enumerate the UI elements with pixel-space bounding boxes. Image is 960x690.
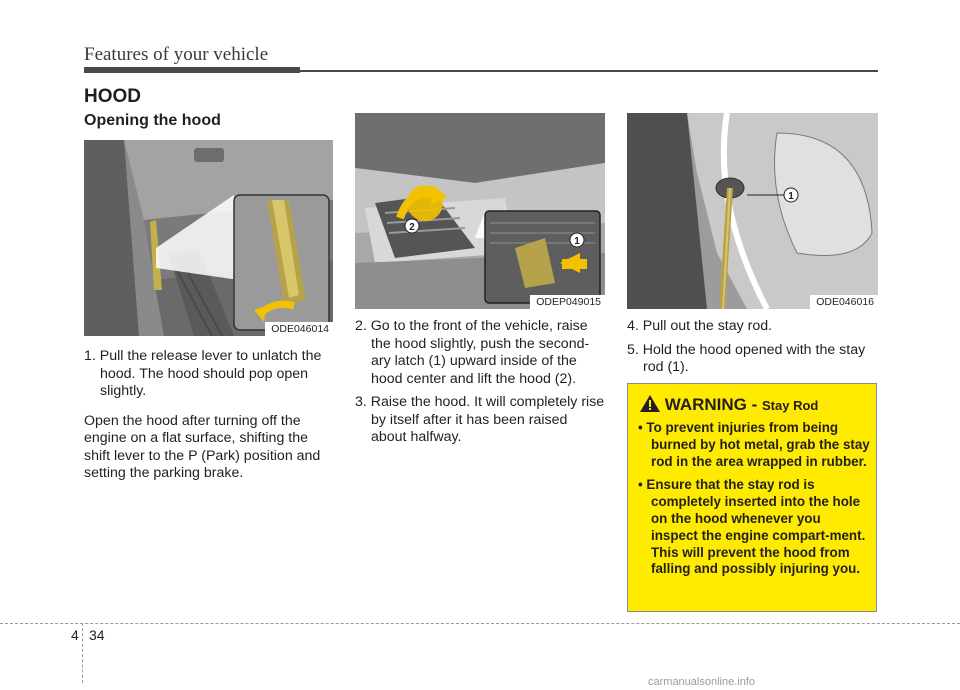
footer-rule <box>0 623 960 624</box>
figure-secondary-latch <box>355 113 605 309</box>
callout-one: 1 <box>574 236 580 247</box>
figure-stay-rod <box>627 113 878 309</box>
stay-rod-illustration <box>627 113 878 309</box>
warning-subtitle: Stay Rod <box>762 398 819 413</box>
warning-box <box>627 383 877 612</box>
figure-code: ODEP049015 <box>530 295 605 309</box>
figure-release-lever <box>84 140 333 336</box>
header-title: Features of your vehicle <box>84 44 269 65</box>
warning-list <box>638 420 870 585</box>
footer-divider <box>82 623 83 683</box>
header-bar <box>84 67 300 73</box>
header-rule <box>300 70 878 72</box>
column-3 <box>627 318 878 383</box>
step-1: 1. Pull the release lever to unlatch the hood. The hood should pop open slightly. <box>84 348 322 399</box>
release-lever-illustration <box>84 140 333 336</box>
callout-one: 1 <box>788 191 794 202</box>
subsection-title: Opening the hood <box>84 112 221 129</box>
figure-code: ODE046016 <box>810 295 878 309</box>
warning-triangle-icon <box>640 395 660 412</box>
warning-title: WARNING - <box>664 395 763 414</box>
chapter-number: 4 <box>71 627 79 643</box>
column-1 <box>84 348 333 483</box>
watermark: carmanualsonline.info <box>648 676 756 688</box>
secondary-latch-illustration <box>355 113 605 309</box>
warning-item: • To prevent injuries from being burned by hot metal, grab the stay rod in the area wrapped in rubber. <box>638 420 870 469</box>
warning-heading <box>640 395 818 415</box>
callout-two: 2 <box>409 222 415 233</box>
warning-item: • Ensure that the stay rod is completely inserted into the hole on the hood whenever you inspect the engine compart-ment. This will prevent the hood from falling and possibly injuring you. <box>638 477 866 577</box>
step-3: 3. Raise the hood. It will completely rise by itself after it has been raised about halfway. <box>355 394 605 445</box>
figure-code: ODE046014 <box>265 322 333 336</box>
paragraph-precaution: Open the hood after turning off the engine on a flat surface, shifting the shift lever to the P (Park) position and setting the parking brake. <box>84 412 321 481</box>
section-title: HOOD <box>84 86 141 107</box>
step-5: 5. Hold the hood opened with the stay rod (1). <box>627 341 866 375</box>
step-4: 4. Pull out the stay rod. <box>627 318 773 334</box>
page-number: 34 <box>89 627 105 643</box>
step-2: 2. Go to the front of the vehicle, raise the hood slightly, push the second-ary latch (1) upward inside of the hood center and lift the hood (2). <box>355 318 590 387</box>
column-2 <box>355 318 605 453</box>
